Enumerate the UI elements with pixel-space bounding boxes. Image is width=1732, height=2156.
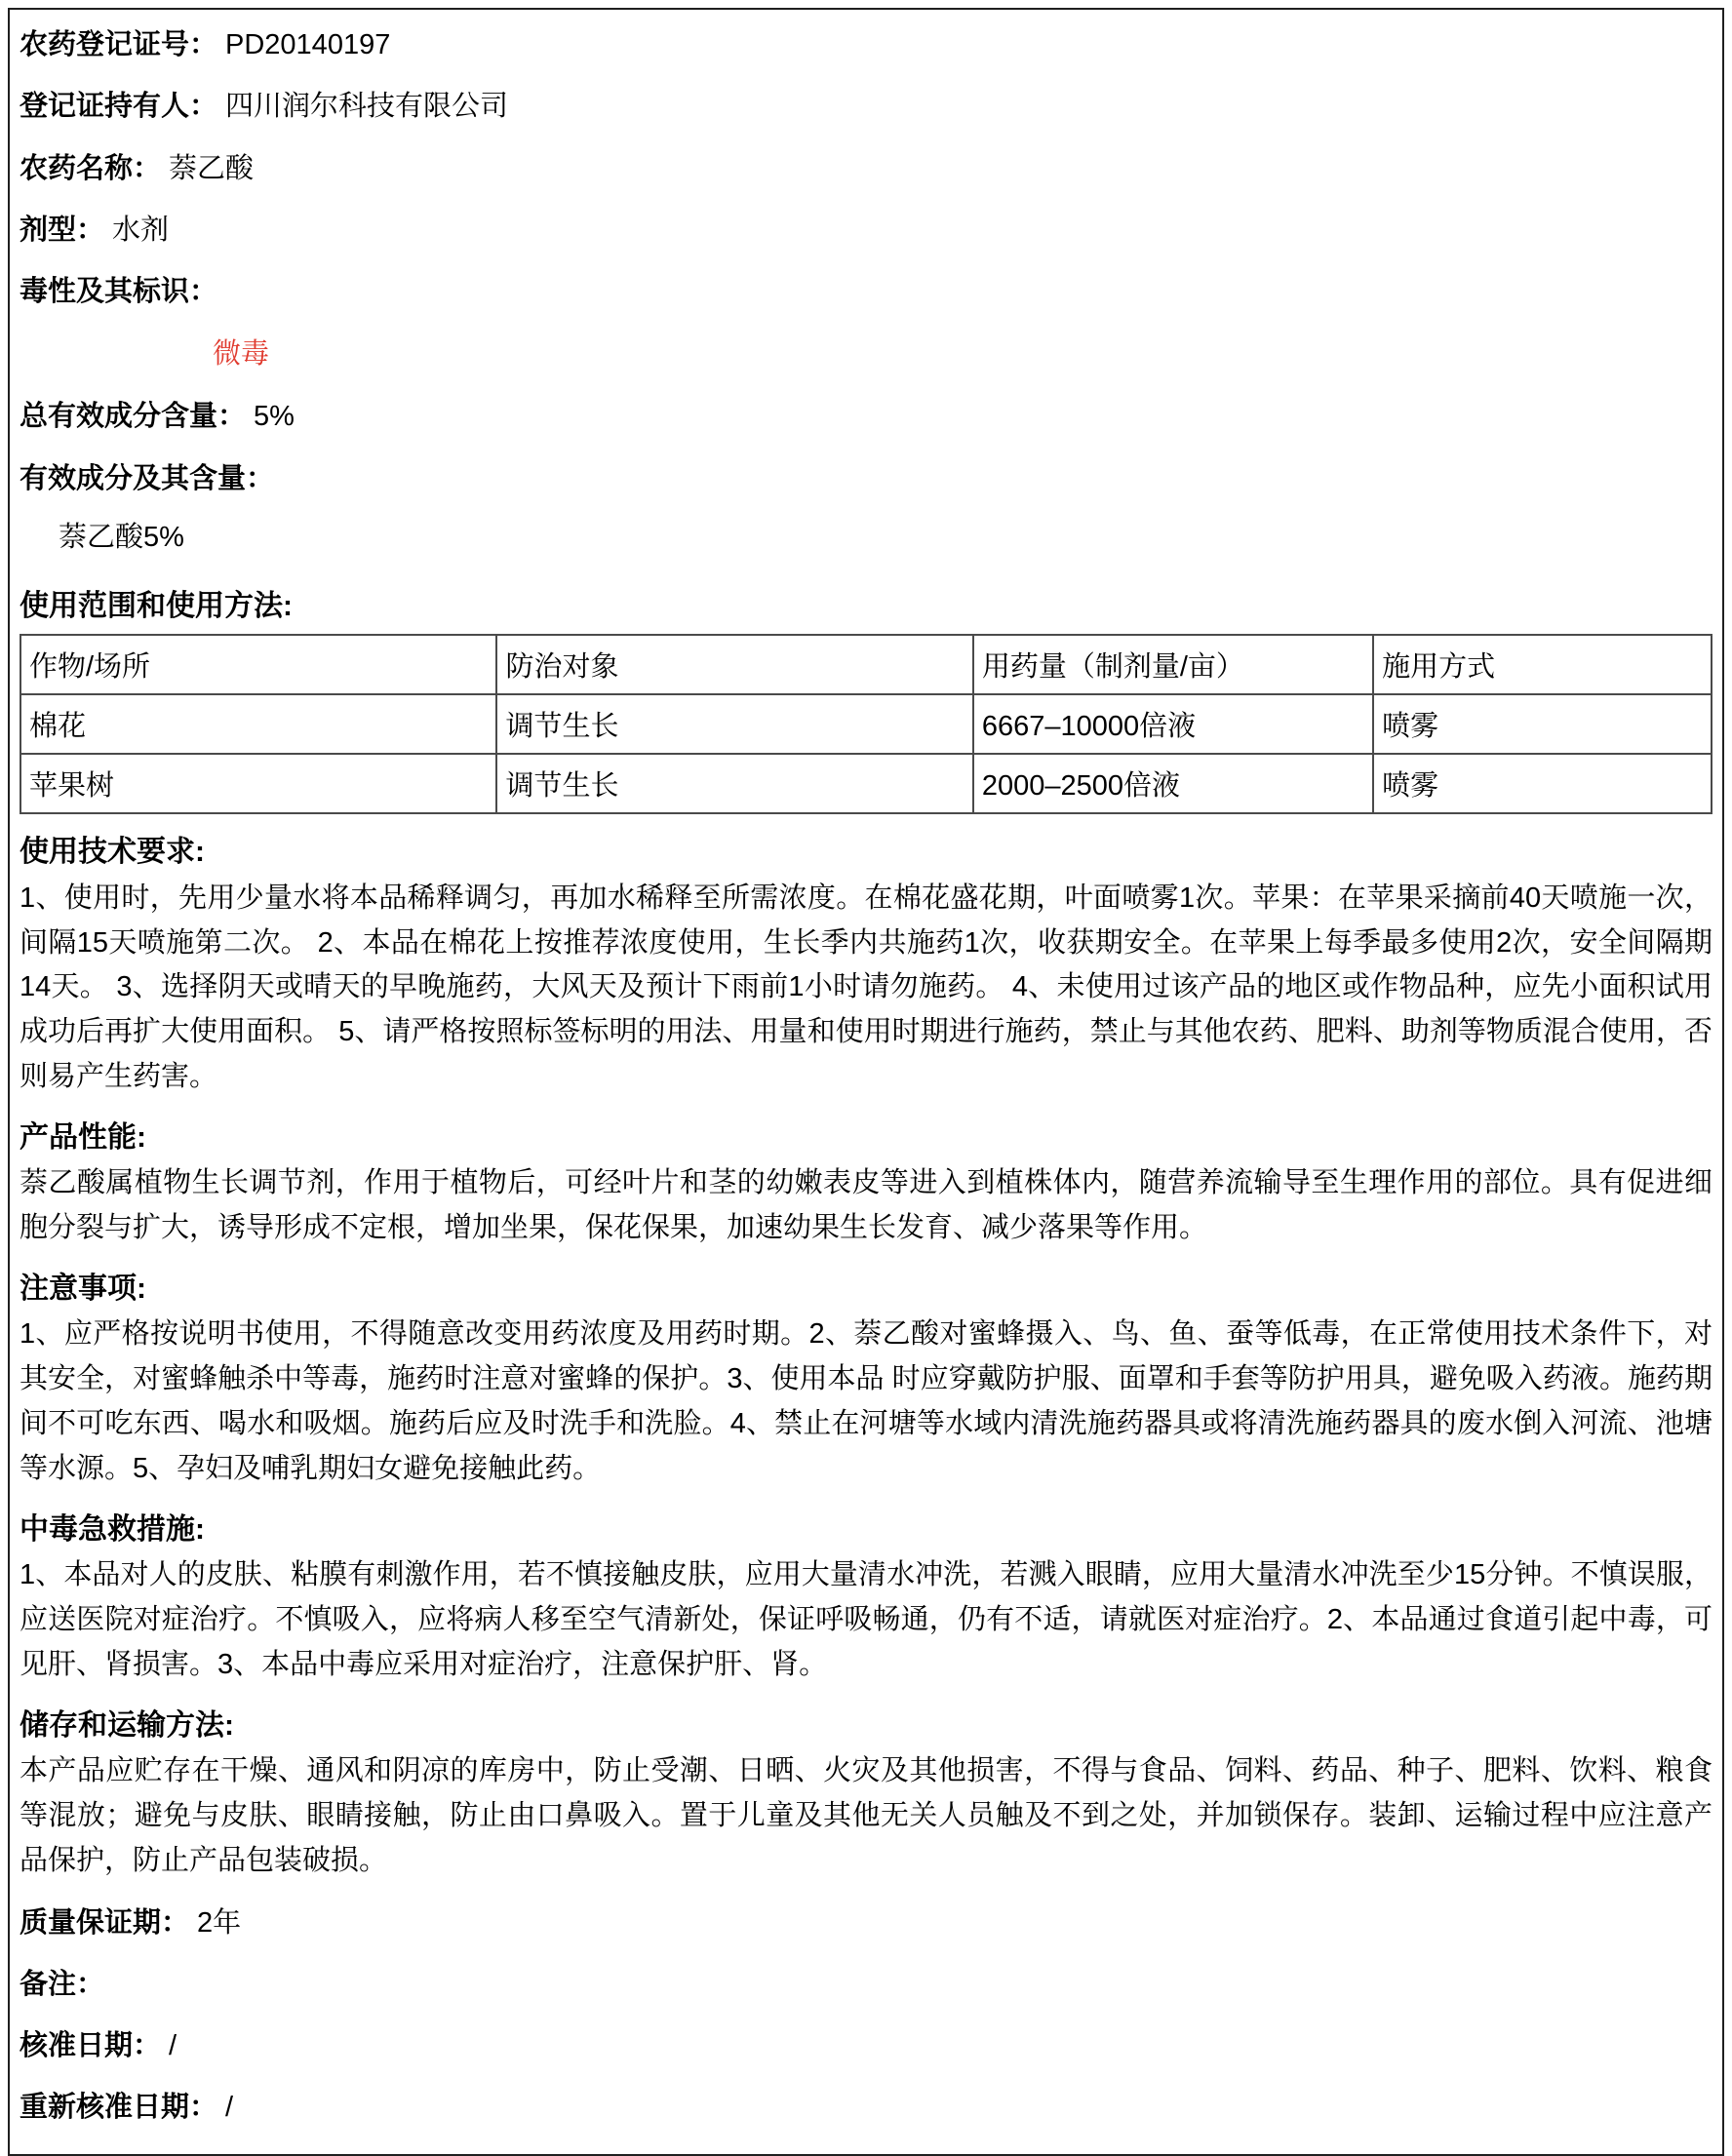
table-cell-dose: 6667–10000倍液 — [973, 694, 1373, 754]
section-first-aid — [20, 1511, 1712, 1688]
certificate-holder-label: 登记证持有人： — [20, 91, 218, 123]
registration-number-label: 农药登记证号： — [20, 29, 218, 60]
first-aid-body: 1、本品对人的皮肤、粘膜有刺激作用，若不慎接触皮肤，应用大量清水冲洗，若溅入眼睛，应用大量清水冲洗至少15分钟。不慎误服，应送医院对症治疗。不慎吸入，应将病人移至空气清新处，保证呼吸畅通，仍有不适，请就医对症治疗。2、本品通过食道引起中毒，可见肝、肾损害。3、本品中毒应采用对症治疗，注意保护肝、肾。 — [20, 1559, 1712, 1680]
table-row — [20, 694, 1712, 754]
document-frame — [8, 8, 1724, 2156]
field-active-ingredients-label-row — [20, 448, 1712, 509]
toxicity-value: 微毒 — [213, 338, 270, 371]
active-ingredient-value-row — [20, 509, 1712, 568]
approval-date-value: / — [169, 2030, 177, 2062]
formulation-label: 剂型： — [20, 214, 105, 246]
pesticide-registration-page — [0, 8, 1732, 2124]
product-performance-body: 萘乙酸属植物生长调节剂，作用于植物后，可经叶片和茎的幼嫩表皮等进入到植株体内，随营养流输导至生理作用的部位。具有促进细胞分裂与扩大，诱导形成不定根，增加坐果，保花保果，加速幼果生长发育、减少落果等作用。 — [20, 1167, 1712, 1244]
field-remarks — [20, 1953, 1712, 2015]
approval-date-label: 核准日期： — [20, 2030, 162, 2062]
field-quality-guarantee — [20, 1892, 1712, 1953]
usage-table — [20, 634, 1712, 814]
quality-guarantee-value: 2年 — [197, 1906, 242, 1939]
quality-guarantee-label: 质量保证期： — [20, 1906, 190, 1939]
table-cell-crop: 苹果树 — [20, 754, 496, 813]
field-pesticide-name — [20, 137, 1712, 199]
pesticide-name-value: 萘乙酸 — [169, 152, 255, 184]
storage-transport-body: 本产品应贮存在干燥、通风和阴凉的库房中，防止受潮、日晒、火灾及其他损害，不得与食品、饲料、药品、种子、肥料、饮料、粮食等混放；避免与皮肤、眼睛接触，防止由口鼻吸入。置于儿童及其他无关人员触及不到之处，并加锁保存。装卸、运输过程中应注意产品保护，防止产品包装破损。 — [20, 1755, 1712, 1876]
usage-scope-title: 使用范围和使用方法: — [20, 589, 293, 622]
precautions-body: 1、应严格按说明书使用，不得随意改变用药浓度及用药时期。2、萘乙酸对蜜蜂摄入、鸟、鱼、蚕等低毒，在正常使用技术条件下，对其安全，对蜜蜂触杀中等毒，施药时注意对蜜蜂的保护。3、使用本品 时应穿戴防护服、面罩和手套等防护用具，避免吸入药液。施药期间不可吃东西、喝水和吸烟。施药后应及时洗手和洗脸。4、禁止在河塘等水域内清洗施药器具或将清洗施药器具的废水倒入河流、池塘等水源。5、孕妇及哺乳期妇女避免接触此药。 — [20, 1318, 1712, 1484]
table-cell-dose: 2000–2500倍液 — [973, 754, 1373, 813]
formulation-value: 水剂 — [112, 214, 170, 246]
certificate-holder-value: 四川润尔科技有限公司 — [225, 91, 509, 123]
total-active-content-value: 5% — [254, 401, 295, 433]
active-ingredients-label: 有效成分及其含量： — [20, 462, 275, 494]
field-total-active-content — [20, 385, 1712, 447]
section-storage-transport — [20, 1707, 1712, 1884]
table-header-method: 施用方式 — [1373, 635, 1712, 694]
table-cell-target: 调节生长 — [496, 754, 972, 813]
pesticide-name-label: 农药名称： — [20, 152, 162, 184]
section-technical-requirements — [20, 834, 1712, 1100]
product-performance-title: 产品性能: — [20, 1120, 146, 1154]
toxicity-label: 毒性及其标识： — [20, 276, 218, 307]
total-active-content-label: 总有效成分含量： — [20, 401, 247, 433]
precautions-title: 注意事项: — [20, 1272, 146, 1305]
field-approval-date — [20, 2015, 1712, 2076]
registration-number-value: PD20140197 — [225, 29, 391, 60]
table-cell-crop: 棉花 — [20, 694, 496, 754]
field-formulation — [20, 199, 1712, 260]
field-certificate-holder — [20, 75, 1712, 137]
table-header-crop: 作物/场所 — [20, 635, 496, 694]
usage-table-header-row — [20, 635, 1712, 694]
toxicity-value-row — [20, 322, 1712, 385]
table-row — [20, 754, 1712, 813]
technical-requirements-body: 1、使用时，先用少量水将本品稀释调匀，再加水稀释至所需浓度。在棉花盛花期，叶面喷雾1次。苹果：在苹果采摘前40天喷施一次，间隔15天喷施第二次。 2、本品在棉花上按推荐浓度使用，生长季内共施药1次，收获期安全。在苹果上每季最多使用2次，安全间隔期14天。 3、选择阴天或晴天的早晚施药，大风天及预计下雨前1小时请勿施药。 4、未使用过该产品的地区或作物品种，应先小面积试用成功后再扩大使用面积。 5、请严格按照标签标明的用法、用量和使用时期进行施药，禁止与其他农药、肥料、助剂等物质混合使用，否则易产生药害。 — [20, 882, 1712, 1092]
field-reapproval-date — [20, 2076, 1712, 2137]
active-ingredient-value: 萘乙酸5% — [59, 521, 184, 553]
reapproval-date-value: / — [225, 2092, 234, 2124]
first-aid-title: 中毒急救措施: — [20, 1512, 205, 1546]
section-product-performance — [20, 1119, 1712, 1251]
remarks-label: 备注： — [20, 1968, 105, 2000]
section-precautions — [20, 1271, 1712, 1492]
table-cell-target: 调节生长 — [496, 694, 972, 754]
table-cell-method: 喷雾 — [1373, 754, 1712, 813]
technical-requirements-title: 使用技术要求: — [20, 836, 205, 869]
storage-transport-title: 储存和运输方法: — [20, 1708, 234, 1742]
table-header-dose: 用药量（制剂量/亩） — [973, 635, 1373, 694]
field-registration-number — [20, 14, 1712, 75]
field-toxicity-label-row — [20, 260, 1712, 322]
table-cell-method: 喷雾 — [1373, 694, 1712, 754]
reapproval-date-label: 重新核准日期： — [20, 2092, 218, 2124]
table-header-target: 防治对象 — [496, 635, 972, 694]
